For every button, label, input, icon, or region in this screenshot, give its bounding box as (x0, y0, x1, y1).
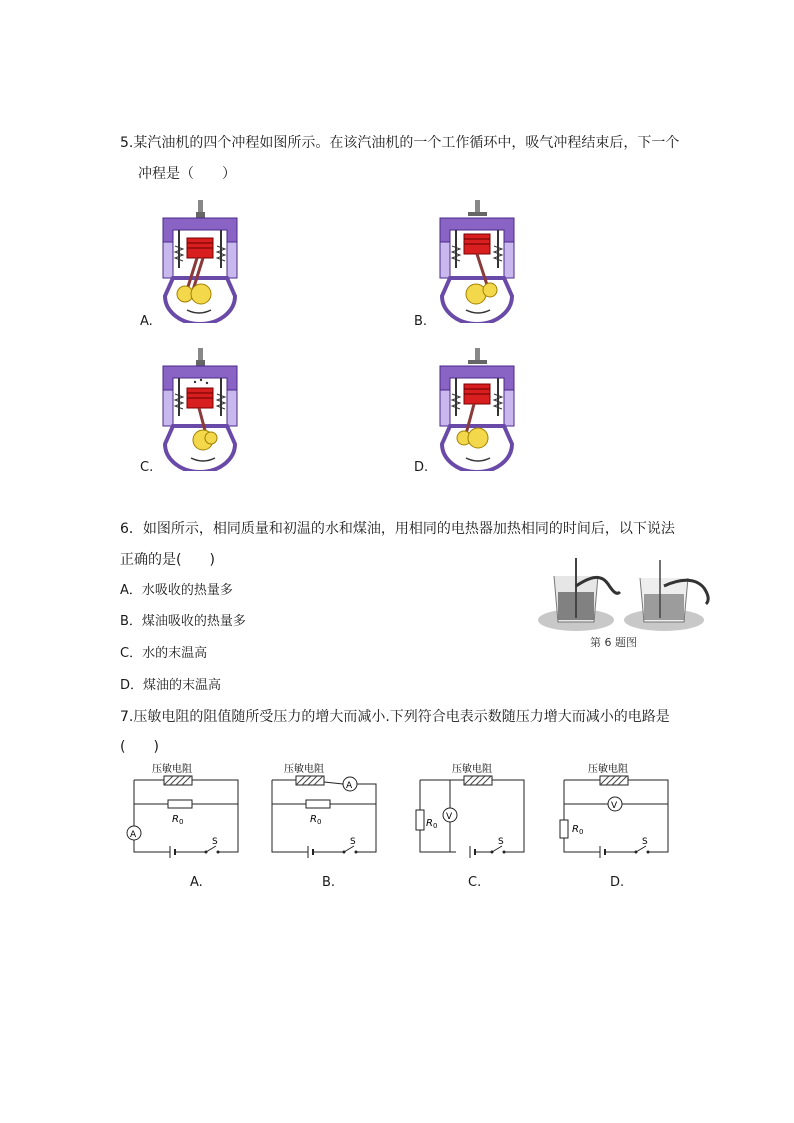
engine-diagram-d (432, 346, 522, 471)
engine-diagram-a (155, 198, 245, 323)
circuit-c-title: 压敏电阻 (452, 764, 492, 775)
q7-stem-line2: ( ) (120, 739, 159, 755)
q5-option-a-label: A. (140, 314, 153, 329)
q7-option-b-label: B. (322, 875, 336, 890)
circuit-d-resistor: R (572, 824, 579, 835)
circuit-c-switch: S (498, 837, 504, 847)
circuit-b-meter: A (346, 781, 353, 791)
circuit-c (408, 760, 534, 862)
circuit-a (120, 760, 246, 862)
circuit-d-meter: V (611, 801, 618, 811)
engine-diagram-c (155, 346, 245, 471)
circuit-b-switch: S (350, 837, 356, 847)
q6-option-d: D．煤油的末温高 (120, 678, 222, 693)
q5-stem-line1: 5.某汽油机的四个冲程如图所示。在该汽油机的一个工作循环中，吸气冲程结束后，下一个 (120, 135, 680, 151)
beakers-photo (536, 556, 716, 636)
circuit-c-resistor: R (426, 818, 433, 829)
circuit-c-meter: V (446, 812, 453, 822)
q7-option-d-label: D. (610, 875, 625, 890)
circuit-b-title: 压敏电阻 (284, 764, 324, 775)
circuit-d (554, 760, 680, 862)
engine-diagram-b (432, 198, 522, 323)
circuit-a-meter: A (130, 830, 137, 840)
q5-option-b-label: B. (414, 314, 428, 329)
q6-stem-line2: 正确的是( ) (120, 552, 215, 568)
q7-option-c-label: C. (468, 875, 482, 890)
q6-stem-line1: 6．如图所示，相同质量和初温的水和煤油，用相同的电热器加热相同的时间后，以下说法 (120, 521, 675, 537)
q7-stem-line1: 7.压敏电阻的阻值随所受压力的增大而减小.下列符合电表示数随压力增大而减小的电路是 (120, 709, 670, 725)
circuit-a-resistor-subscript: 0 (179, 818, 184, 826)
q6-figure-caption: 第 6 题图 (590, 636, 637, 649)
q6-option-c: C．水的末温高 (120, 646, 208, 661)
q7-option-a-label: A. (190, 875, 203, 890)
circuit-d-resistor-subscript: 0 (579, 828, 584, 836)
q5-option-c-label: C. (140, 460, 154, 475)
circuit-c-resistor-subscript: 0 (433, 822, 438, 830)
circuit-a-title: 压敏电阻 (152, 764, 192, 775)
circuit-a-switch: S (212, 837, 218, 847)
circuit-d-switch: S (642, 837, 648, 847)
q6-option-b: B．煤油吸收的热量多 (120, 614, 246, 629)
circuit-b-resistor: R (310, 814, 317, 825)
circuit-d-title: 压敏电阻 (588, 764, 628, 775)
q5-stem-line2: 冲程是（ ） (138, 166, 236, 182)
circuit-a-resistor: R (172, 814, 179, 825)
circuit-b (262, 760, 388, 862)
q5-option-d-label: D. (414, 460, 429, 475)
circuit-b-resistor-subscript: 0 (317, 818, 322, 826)
q6-option-a: A．水吸收的热量多 (120, 583, 233, 598)
